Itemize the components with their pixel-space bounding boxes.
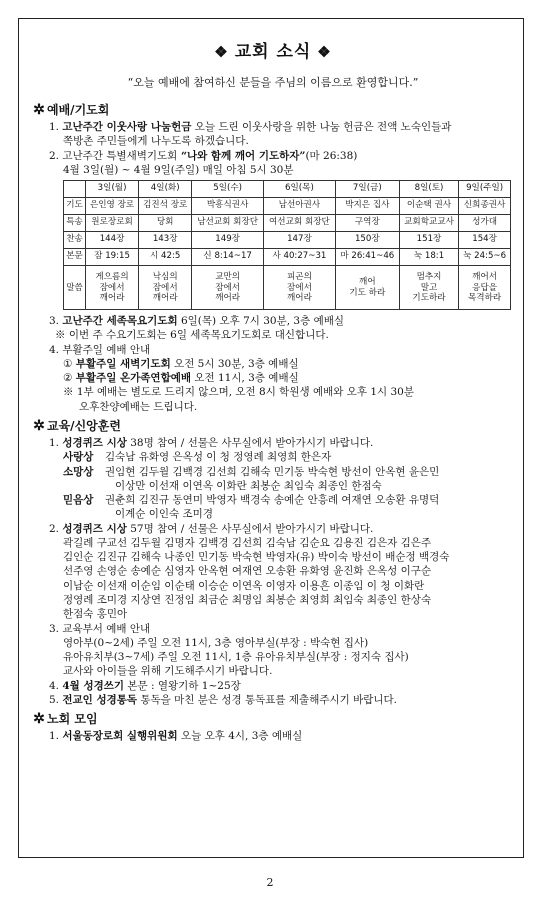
worship-item-1: 1. 고난주간 이웃사랑 나눔헌금 오늘 드린 이웃사랑을 위한 나눔 헌금은 전액 노숙인들과 bbox=[49, 121, 452, 134]
worship-item-4-note: ※ 1부 예배는 별도로 드리지 않으며, 오전 8시 학원생 예배와 오후 1시 30분 bbox=[63, 386, 415, 399]
welcome-message: “오늘 예배에 참여하신 분들을 주님의 이름으로 환영합니다.” bbox=[127, 76, 419, 90]
education-item-4: 4. 4월 성경쓰기 본문 : 열왕기하 1~25장 bbox=[49, 679, 241, 692]
education-item-3-line3: 교사와 아이들을 위해 기도해주시기 바랍니다. bbox=[63, 665, 273, 678]
worship-item-3-note: ※ 이번 주 수요기도회는 6일 세족목요기도회로 대신합니다. bbox=[55, 329, 329, 342]
education-item-3: 3. 교육부서 예배 안내 bbox=[49, 622, 151, 635]
worship-item-4: 4. 부활주일 예배 안내 bbox=[49, 343, 151, 356]
section-education-heading: ✲ 교육/신앙훈련 bbox=[33, 417, 513, 436]
education-item-3-line2: 유아유치부(3~7세) 주일 오전 11시, 1층 유아유치부실(부장 : 정지숙 집사) bbox=[63, 651, 409, 664]
diamond-icon-left: ❖ bbox=[214, 43, 229, 61]
worship-item-4-note-cont: 오후찬양예배는 드립니다. bbox=[79, 400, 198, 413]
education-item-2: 2. 성경퀴즈 시상 57명 참여 / 선물은 사무실에서 받아가시기 바랍니다. bbox=[49, 522, 374, 535]
education-item-3-line1: 영아부(0~2세) 주일 오전 11시, 3층 영아부실(부장 : 박숙현 집사) bbox=[63, 636, 369, 649]
award-faith-cont: 이계순 이인숙 조미경 bbox=[115, 508, 213, 521]
worship-item-2-date: 4월 3일(월) ~ 4월 9일(주일) 매일 아침 5시 30분 bbox=[63, 163, 294, 176]
bulletin-frame bbox=[18, 18, 524, 858]
page-title: ❖ 교회 소식 ❖ bbox=[214, 42, 332, 62]
section-meetings-heading: ✲ 노회 모임 bbox=[33, 710, 513, 729]
table-row: 기도 은인영 장로 김진석 장로 박흥식권사 남선아권사 박지은 집사 이순택 권사 신희종권사 bbox=[64, 198, 511, 215]
worship-item-4-b: ② 부활주일 온가족연합예배 오전 11시, 3층 예배실 bbox=[63, 372, 299, 385]
education-item-5: 5. 전교인 성경통독 통독을 마친 분은 성경 통독표를 제출해주시기 바랍니다. bbox=[49, 693, 398, 706]
asterisk-icon: ✲ bbox=[33, 711, 45, 728]
asterisk-icon: ✲ bbox=[33, 418, 45, 435]
education-item-2-names: 곽길례 구교선 김두월 김명자 김백경 김선희 김숙남 김순요 김용진 김은자 김은주 김인순 김진규 김해숙 나종인 민기동 박숙현 박영자(유) 박이숙 방선이 배순정 백경숙 선주영 손영순 송예순 심영자 안옥현 여재연 오송환 유화영 윤진화 은옥성 이구순 이남순 이선재 이순임 이순태 이승순 이연옥 이영자 이용흔 이종임 이 청 이화란 정영례 조미경 지상연 진정임 최금순 최명임 최봉순 최영희 최임숙 최종인 한상숙 한점숙 홍민아 bbox=[63, 536, 450, 621]
meetings-item-1: 1. 서울동장로회 실행위원회 오늘 오후 4시, 3층 예배실 bbox=[49, 730, 303, 743]
page-number: 2 bbox=[266, 876, 274, 889]
table-row: 본문 잠 19:15 시 42:5 신 8:14~17 사 40:27~31 마 26:41~46 눅 18:1 눅 24:5~6 bbox=[64, 249, 511, 266]
worship-item-1-cont: 쪽방촌 주민들에게 나누도록 하겠습니다. bbox=[63, 135, 249, 148]
table-row: 말씀 게으름의 잠에서 깨어라 낙심의 잠에서 깨어라 교만의 잠에서 깨어라 피곤의 잠에서 깨어라 깨어 기도 하라 멈추지 말고 기도하라 깨어서 응답을 목격하라 bbox=[64, 266, 511, 310]
worship-item-2: 2. 고난주간 특별새벽기도회 “나와 함께 깨어 기도하자”(마 26:38) bbox=[49, 149, 358, 162]
award-hope-cont: 이상만 이선재 이연옥 이화란 최봉순 최임숙 최종인 한점숙 bbox=[115, 479, 382, 492]
worship-item-4-a: ① 부활주일 새벽기도회 오전 5시 30분, 3층 예배실 bbox=[63, 357, 299, 370]
worship-item-3: 3. 고난주간 세족목요기도회 6일(목) 오후 7시 30분, 3층 예배실 bbox=[49, 315, 344, 328]
award-hope: 소망상 권임현 김두월 김백경 김선희 김해숙 민기동 박숙현 방선이 안옥현 윤은민 bbox=[63, 465, 440, 478]
section-worship-heading: ✲ 예배/기도회 bbox=[33, 101, 513, 120]
table-row: 찬송 144장 143장 149장 147장 150장 151장 154장 bbox=[64, 232, 511, 249]
dawn-prayer-schedule-table bbox=[63, 180, 511, 310]
table-header-row: 3일(월) 4일(화) 5일(수) 6일(목) 7일(금) 8일(토) 9일(주일) bbox=[64, 181, 511, 198]
asterisk-icon: ✲ bbox=[33, 102, 45, 119]
diamond-icon-right: ❖ bbox=[317, 43, 332, 61]
award-love: 사랑상 김숙남 유화영 은옥성 이 청 정영례 최영희 한은자 bbox=[63, 451, 332, 464]
table-row: 특송 원로장로회 당회 남선교회 회장단 여선교회 회장단 구역장 교회학교교사 성가대 bbox=[64, 215, 511, 232]
education-item-1: 1. 성경퀴즈 시상 38명 참여 / 선물은 사무실에서 받아가시기 바랍니다. bbox=[49, 437, 374, 450]
award-faith: 믿음상 권춘희 김진규 동연미 박영자 백경숙 송예순 안흥례 여재연 오송환 유명덕 bbox=[63, 494, 440, 507]
